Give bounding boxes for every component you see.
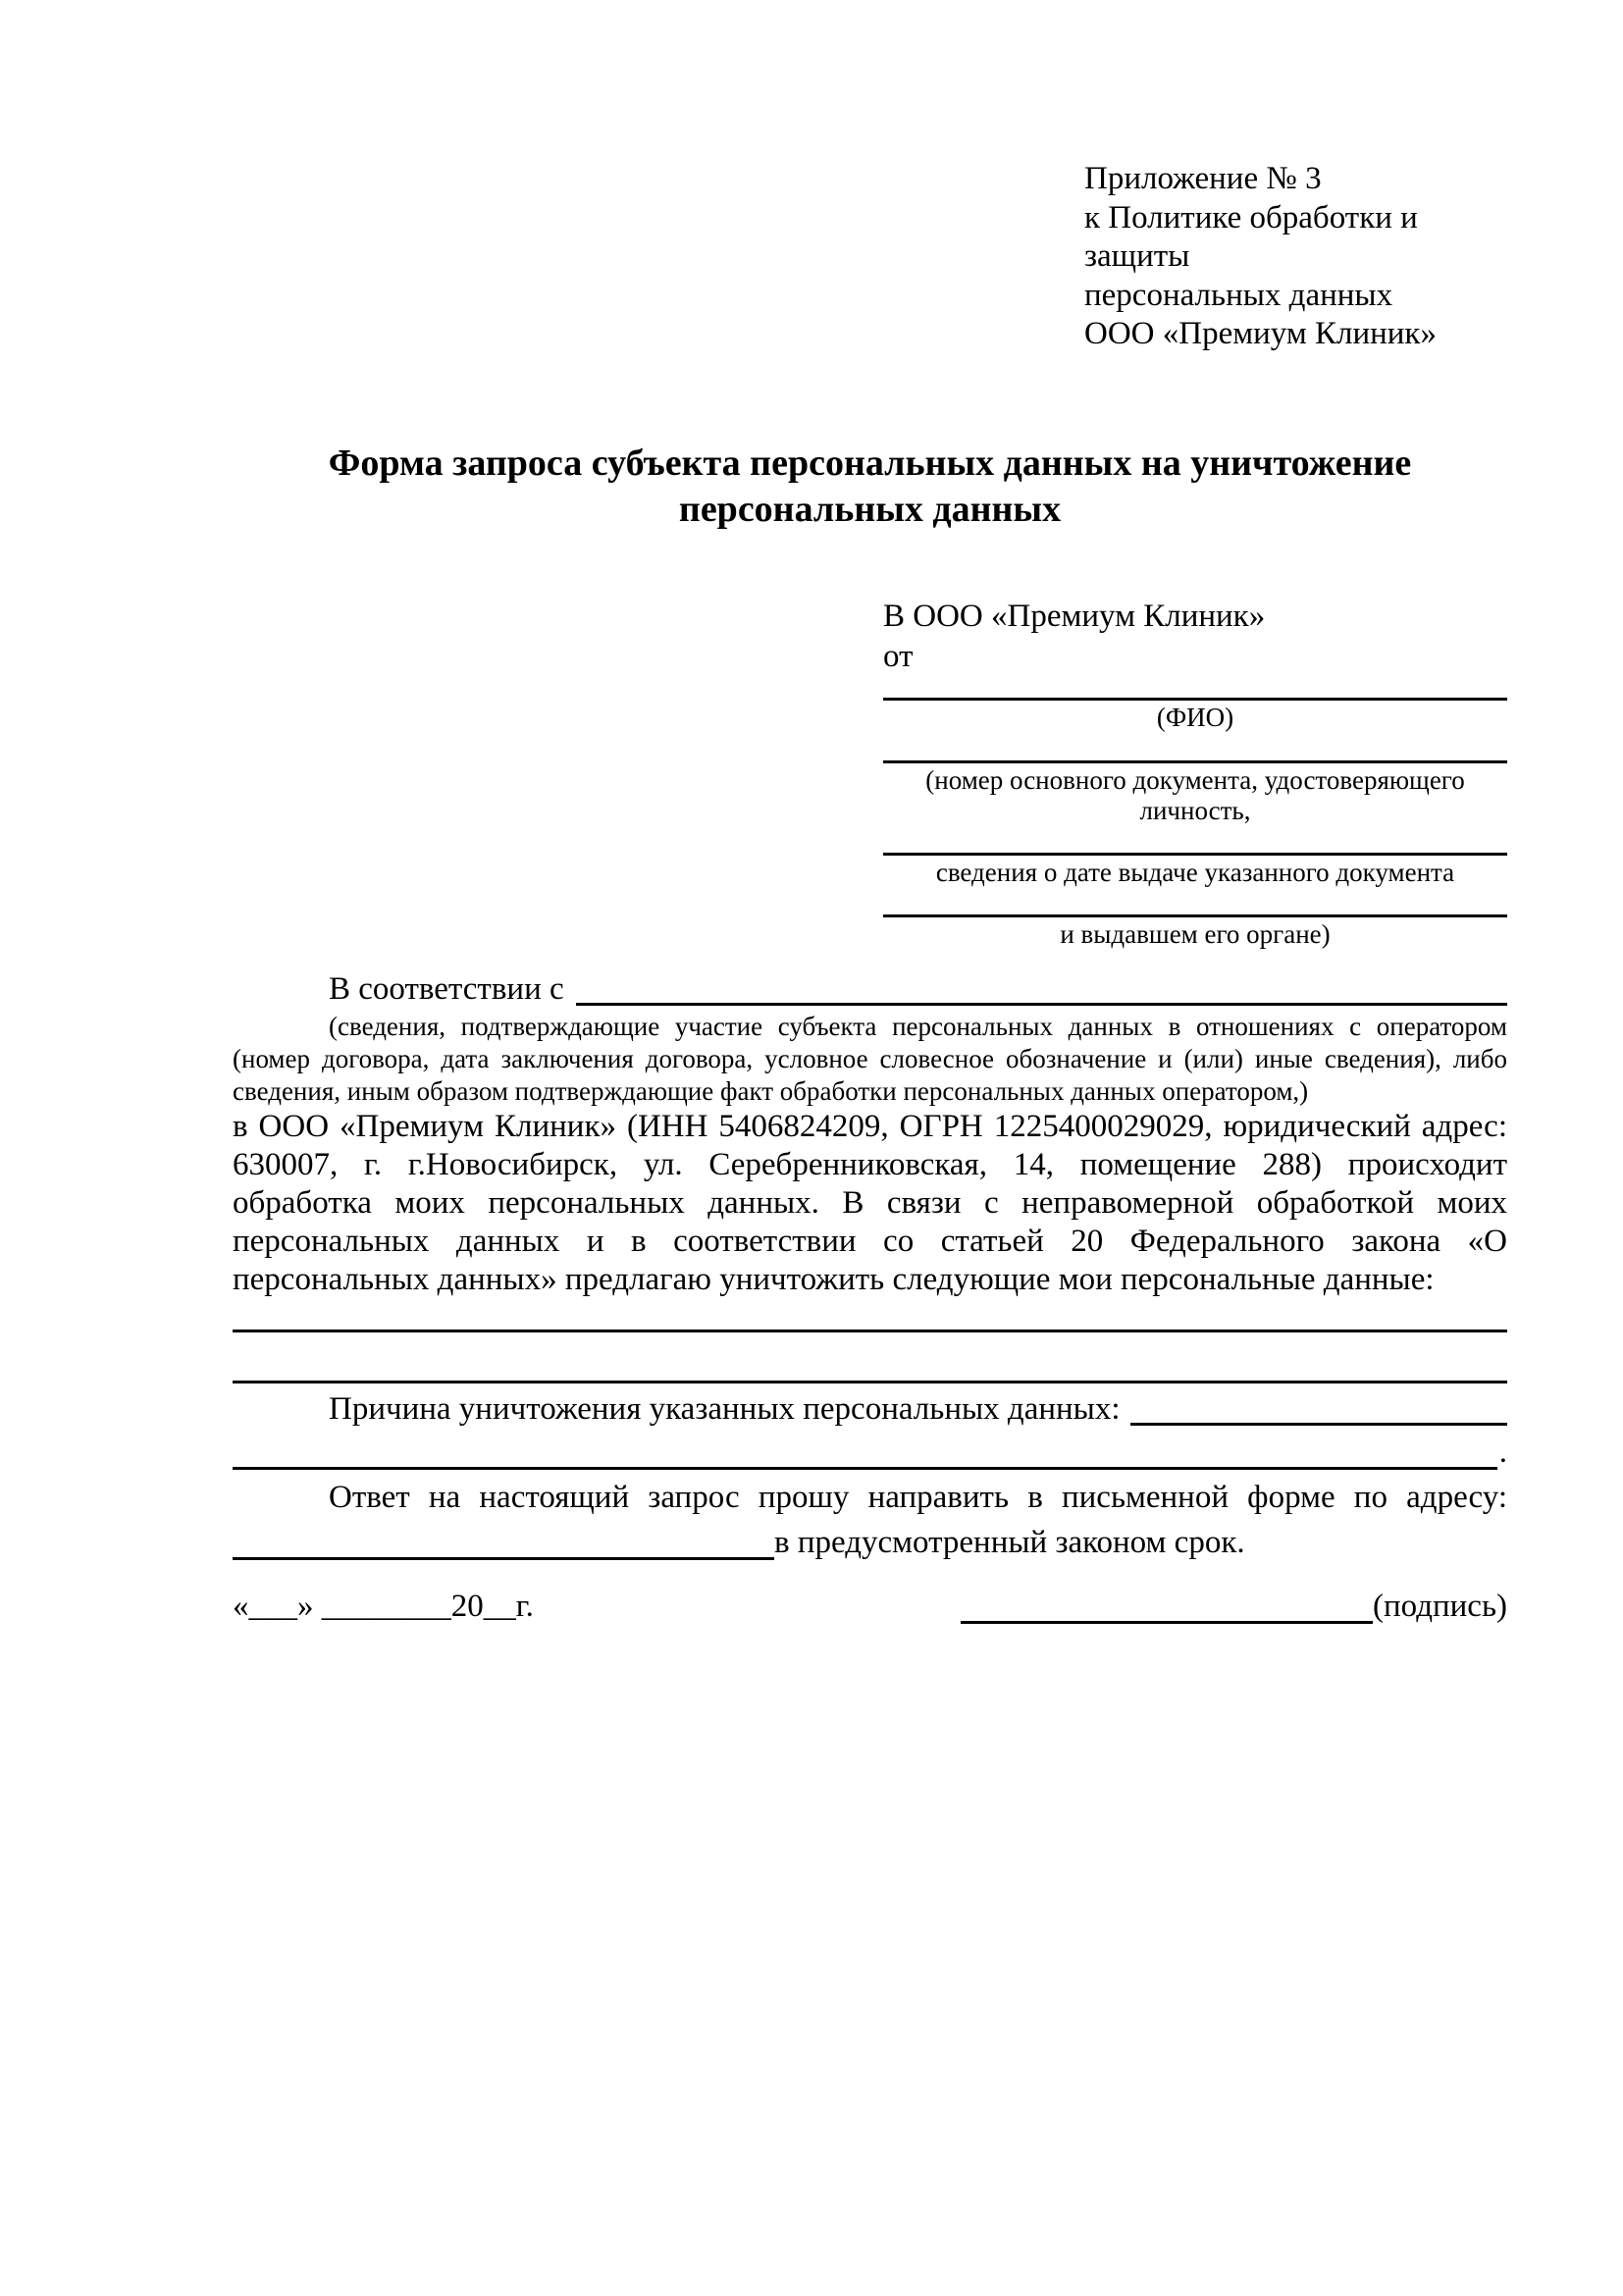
personal-data-blank-line-1 [233, 1299, 1507, 1332]
reason-label: Причина уничтожения указанных персональных данных: [329, 1390, 1121, 1427]
reason-line-period: . [1498, 1435, 1507, 1471]
issue-date-field-line [883, 832, 1507, 856]
document-title: Форма запроса субъекта персональных данных на уничтожение персональных данных [328, 442, 1412, 531]
date-template: «___» ________20__г. [233, 1588, 534, 1624]
answer-tail-text: в предусмотренный законом срок. [774, 1525, 1245, 1561]
issuing-authority-field-caption: и выдавшем его органе) [1060, 918, 1331, 949]
date-signature-row [233, 1585, 1507, 1629]
appendix-header [1084, 160, 1507, 354]
issue-date-field-caption: сведения о дате выдаче указанного документа [935, 857, 1455, 887]
issuing-authority-field-line [883, 894, 1507, 917]
appendix-header-line: ООО «Премиум Клиник» [1084, 316, 1437, 352]
reason-field-line [1130, 1423, 1507, 1426]
personal-data-blank-line-2 [233, 1332, 1507, 1383]
fio-field [883, 677, 1507, 733]
addressee-from-label: от [883, 639, 914, 675]
accordance-lead-text: В соответствии с [329, 970, 564, 1007]
appendix-header-line: к Политике обработки и защиты [1084, 199, 1418, 275]
addressee-to: В ООО «Премиум Клиник» [883, 598, 1266, 634]
accordance-note: (сведения, подтверждающие участие субъекта персональных данных в отношениях с оператором (номер договора, дата заключения договора, условное словесное обозначение и (или) иные сведения), либо сведения, иным образом подтверждающие факт обработки персональных данных оператором,) [233, 1012, 1507, 1107]
reason-continuation-row [233, 1431, 1507, 1475]
fio-field-line [883, 677, 1507, 701]
accordance-row [233, 967, 1507, 1012]
signature-line [961, 1621, 1373, 1624]
address-field-line [233, 1557, 774, 1560]
issuing-authority-field [883, 894, 1507, 950]
reason-row [233, 1387, 1507, 1432]
issue-date-field [883, 832, 1507, 888]
reason-blank-line [233, 1467, 1497, 1470]
accordance-field-line [576, 1003, 1507, 1006]
id-document-field-line [883, 740, 1507, 763]
addressee-block [883, 597, 1507, 950]
appendix-header-line: Приложение № 3 [1084, 161, 1322, 196]
answer-address-row [233, 1521, 1507, 1565]
id-document-field [883, 740, 1507, 826]
signature-group [961, 1585, 1507, 1629]
main-paragraph: в ООО «Премиум Клиник» (ИНН 5406824209, ОГРН 1225400029029, юридический адрес: 630007, г. г.Новосибирск, ул. Серебренниковская, 14, помещение 288) происходит обработка моих персональных данных. В связи с неправомерной обработкой моих персональных данных и в соответствии со статьей 20 Федерального закона «О персональных данных» предлагаю уничтожить следующие мои персональные данные: [233, 1109, 1507, 1297]
id-document-field-caption: (номер основного документа, удостоверяющего личность, [925, 764, 1465, 825]
fio-field-caption: (ФИО) [1156, 703, 1234, 733]
signature-caption: (подпись) [1373, 1588, 1507, 1624]
answer-sentence: Ответ на настоящий запрос прошу направить в письменной форме по адресу: [329, 1479, 1507, 1515]
appendix-header-line: персональных данных [1084, 277, 1393, 313]
